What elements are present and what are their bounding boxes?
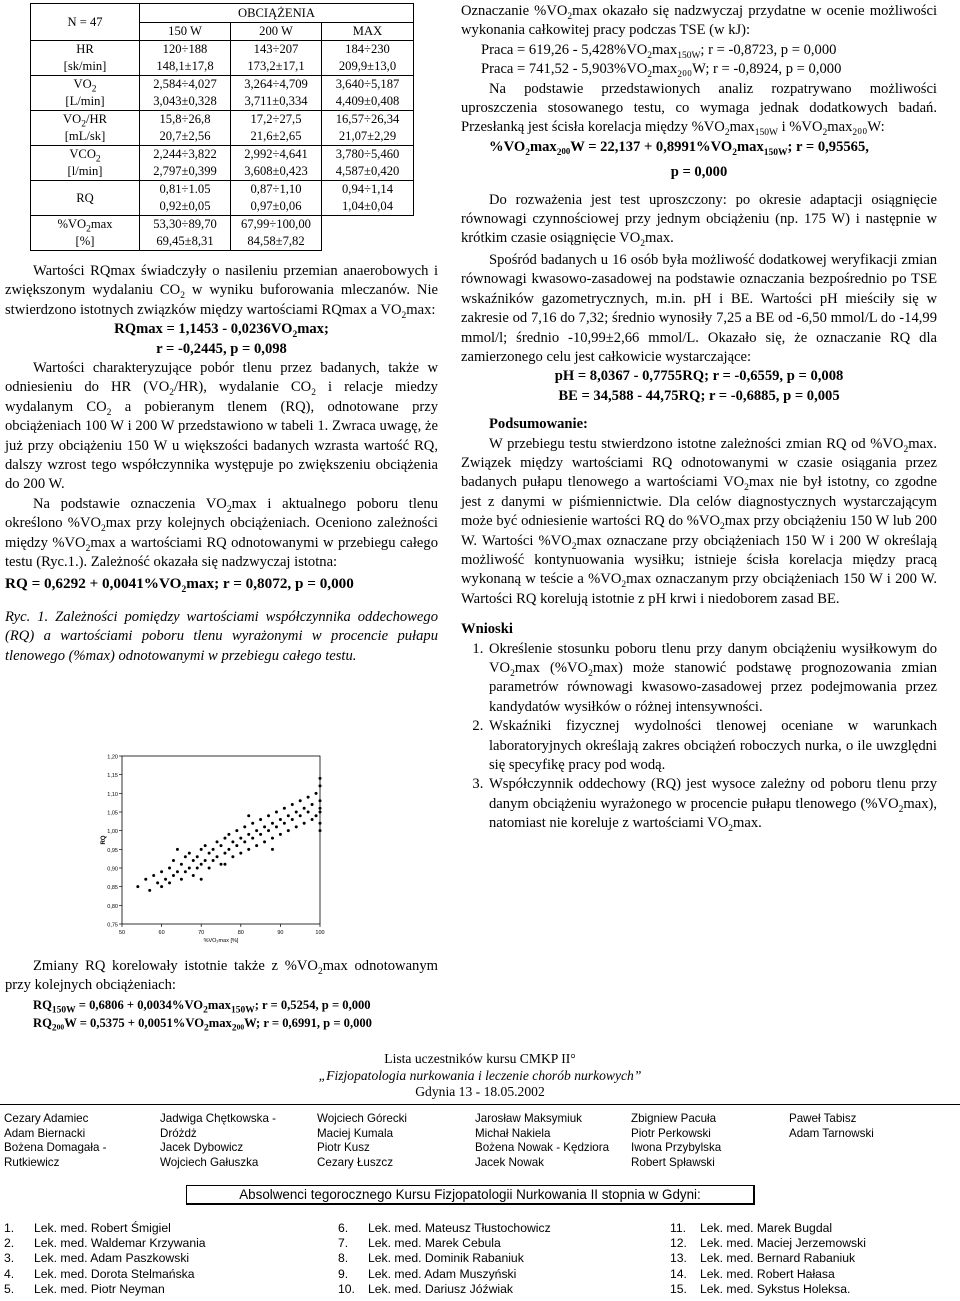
data-point [299,799,302,802]
data-point [255,844,258,847]
graduates-title: Absolwenci tegorocznego Kursu Fizjopatologii Nurkowania II stopnia w Gdyni: [186,1185,755,1205]
right-eq2: Praca = $741,52 - 5,903\%VO_2\max_2_{00}W$; r = -0,8924, p = 0,000 [481,61,842,81]
data-point [223,863,226,866]
data-point [263,840,266,843]
table-group-header: OBCIĄŻENIA [140,4,414,23]
data-point [180,878,183,881]
table-cell-mean: 4,587±0,420 [322,163,414,181]
data-point [235,844,238,847]
participant-name: Bożena Domagała - [4,1141,107,1155]
graduate-name: Lek. med. Piotr Neyman [34,1281,165,1296]
row-unit: [%] [75,234,95,248]
graduate-name: Lek. med. Waldemar Krzywania [34,1236,206,1251]
graduate-item [338,1267,551,1282]
data-point [319,807,322,810]
table-cell-range: 3,780÷5,460 [322,146,414,164]
row-name: HR [76,42,94,56]
x-axis-label: %VO₂max [%] [203,938,239,944]
participant-name: Jarosław Maksymiuk [475,1112,582,1125]
graduate-item [338,1236,551,1251]
table-cell-range: 2,584÷4,027 [140,76,231,94]
right-eq5: BE = 34,588 - 44,75RQ; r = -0,6885, p = 0,005 [558,387,840,404]
left-p2: Wartości charakteryzujące pobór tlenu przez badanych, także w odniesieniu do HR $(VO_2/HR)$, wydalanie $CO_2$ i relacje miedzy wydalanym $CO_2$ a pobieranym tlenem (RQ), odnotowane przy obciążeniach 100 W i 200 W przedstawiono w tabeli 1. Zwraca uwagę, że już przy obciążeniu 150 W u większości badanych wzrasta wartość RQ, dalszy wzrost tego współczynnika występuje po zwiększeniu obciążenia do 200 W. [5,360,439,493]
data-point [227,848,230,851]
graduate-item [338,1251,551,1266]
table-row-label [31,181,140,216]
conclusions-list [461,640,937,834]
data-point [311,803,314,806]
data-point [303,822,306,825]
table-cell-range: 16,57÷26,34 [322,111,414,129]
data-point [247,814,250,817]
data-point [152,874,155,877]
right-column [461,2,937,834]
table-cell-mean: 0,97±0,06 [231,198,322,216]
data-point [279,818,282,821]
table-cell-mean: 21,6±2,65 [231,128,322,146]
data-point [144,878,147,881]
graduates-column [4,1221,206,1297]
y-tick-label: 1,00 [107,829,118,836]
graduate-item [4,1282,206,1297]
conclusion-item: 1. Określenie stosunku poboru tlenu przy danym obciążeniu wysiłkowym do $VO_2\max$ $(\%VO_2\max)$ może stanowić podstawę prognozowania zmian parametrów równowagi kwasowo-zasadowej przez podejmowania przez kandydatów wysiłków o różnej intensywności. [487,640,937,718]
row-unit: [l/min] [67,164,103,178]
table-cell-mean: 3,608±0,423 [231,163,322,181]
participant-name: Wojciech Gałuszka [160,1155,259,1169]
right-eq3b: p = 0,000 [670,164,728,181]
right-p1: Oznaczanie $\%VO_2\max$ okazało się nadzwyczaj przydatne w ocenie możliwości wykonania całkowitej pracy podczas TSE (w kJ): [461,3,937,39]
data-point [156,881,159,884]
participant-name: Wojciech Górecki [317,1112,407,1125]
data-point [275,825,278,828]
graduate-name: Lek. med. Bernard Rabaniuk [700,1251,856,1266]
graduate-item [4,1236,206,1251]
data-point [172,874,175,877]
data-point [319,777,322,780]
x-tick-label: 80 [237,930,244,936]
row-name: $VCO_2$ [69,147,101,165]
table-cell-range: 67,99÷100,00 [231,216,322,234]
data-point [303,807,306,810]
data-point [208,867,211,870]
data-point [184,855,187,858]
data-point [216,840,219,843]
data-point [295,825,298,828]
table-cell-mean: 2,797±0,399 [140,163,231,181]
data-point [243,840,246,843]
left-column-bottom [5,957,438,1032]
participants-column [789,1112,874,1141]
conclusions-heading: Wnioski [461,621,513,638]
graduate-name: Lek. med. Dominik Rabaniuk [368,1251,524,1266]
left-eq4: $RQ_2_{00}W = 0,5375 + 0,0051\%VO_2\max_2_{00}W$; r = 0,6991, p = 0,000 [33,1015,372,1034]
graduate-number: 3. [4,1251,15,1266]
data-point [243,825,246,828]
data-point [267,829,270,832]
participant-name: Cezary Adamiec [4,1112,89,1125]
data-point [204,859,207,862]
data-point [319,784,322,787]
data-point [287,814,290,817]
data-point [263,825,266,828]
graduate-number: 6. [338,1221,349,1235]
left-eq2: RQ = $0,6292 + 0,0041\%VO_2\max$; r = 0,8072, p = 0,000 [5,574,354,595]
graduate-number: 15. [670,1281,687,1296]
graduate-number: 1. [4,1221,15,1235]
x-tick-label: 100 [315,930,325,936]
x-tick-label: 90 [277,930,284,936]
data-point [192,874,195,877]
participant-name: Dróżdż [160,1126,197,1140]
participant-name: Cezary Łuszcz [317,1155,394,1169]
table-cell-mean: 21,07±2,29 [322,128,414,146]
graduate-item [670,1282,866,1297]
table-cell-mean: 20,7±2,56 [140,128,231,146]
graduate-number: 7. [338,1236,349,1251]
table-cell-range: 143÷207 [231,41,322,59]
x-tick-label: 50 [118,930,126,936]
data-point [239,852,242,855]
figure-caption: Ryc. 1. Zależności pomiędzy wartościami współczynnika oddechowego (RQ) a wartościami poboru tlenu wyrażonymi w procencie pułapu tlenowego (%max) odnotowanymi w przebiegu całego testu. [5,608,438,664]
data-point [160,870,163,873]
table-cell-mean [322,233,414,251]
row-name: $\%VO_2\max$ [57,217,113,235]
participant-name: Jacek Dybowicz [160,1141,244,1155]
table-cell-range: 2,992÷4,641 [231,146,322,164]
data-point [319,799,322,802]
data-point [295,811,298,814]
graduate-name: Lek. med. Dorota Stelmańska [34,1266,195,1281]
participants-list [4,1112,960,1172]
graduate-item [670,1267,866,1282]
data-point [315,814,318,817]
y-tick-label: 1,15 [107,773,118,780]
table-load-header: 200 W [231,23,322,41]
table-cell-range: 184÷230 [322,41,414,59]
right-eq4: pH = 8,0367 - 0,7755RQ; r = -0,6559, p = 0,008 [554,368,844,385]
graduate-item [4,1221,206,1236]
row-unit: [L/min] [65,94,105,108]
table-cell-mean: 209,9±13,0 [322,58,414,76]
y-tick-label: 0,85 [107,885,118,892]
data-point [315,792,318,795]
left-eq1b: r = -0,2445, p = 0,098 [156,340,287,357]
summary-text: W przebiegu testu stwierdzono istotne zależności zmian RQ od $\%VO_2\max$. Związek między wartościami RQ odnotowanymi w czasie osiągania przez badanych pułapu tlenowego a wartościami $VO_2\max$ nie był istotny, co zgodne jest z danymi w piśmiennictwie. Dla celów diagnostycznych wystarczającym może być odniesienie wartości RQ do $\%VO_2\max$ przy obciążeniu 150 W lub 200 W. Wartości $\%VO_2\max$ oznaczane przy obciążeniach 150 W i 200 W określają możliwość kontynuowania wysiłku; istnieje ścisła korelacja między pracą wykonaną w teście a $\%VO_2\max$ oznaczanym przy obciążeniach 150 W i 200 W. Wartości RQ korelują istotnie z pH krwi i niedoborem zasad BE. [461,435,938,607]
graduate-item [670,1236,866,1251]
data-point [251,822,254,825]
participant-name: Piotr Kusz [317,1141,370,1155]
participant-name: Robert Spławski [631,1155,715,1169]
data-point [235,829,238,832]
data-point [231,840,234,843]
data-point [176,870,179,873]
y-tick-label: 0,95 [107,847,118,854]
participant-name: Jacek Nowak [475,1155,544,1169]
data-point [311,818,314,821]
table-row-label [31,146,140,181]
plot-frame [122,756,320,924]
graduate-name: Lek. med. Marek Cebula [368,1236,501,1251]
data-point [196,867,199,870]
data-point [188,867,191,870]
data-point [247,848,250,851]
table-cell-mean: 173,2±17,1 [231,58,322,76]
data-point [160,885,163,888]
graduate-item [338,1221,551,1236]
table-load-header: 150 W [140,23,231,41]
participant-name: Rutkiewicz [4,1155,60,1169]
y-tick-label: 0,80 [107,903,118,910]
data-point [204,844,207,847]
data-point [196,855,199,858]
data-point [184,870,187,873]
participants-header [0,1051,960,1101]
table-cell-mean: 84,58±7,82 [231,233,322,251]
graduate-name: Lek. med. Adam Paszkowski [34,1251,190,1266]
table-cell-range: 3,264÷4,709 [231,76,322,94]
data-point [239,837,242,840]
left-eq3: $RQ_{150W} = 0,6806 + 0,0034\%VO_2\max_{150W}$; r = 0,5254, p = 0,000 [33,997,371,1016]
graduate-item [670,1221,866,1236]
left-p3: Na podstawie oznaczenia $VO_2\max$ i aktualnego poboru tlenu określono $\%VO_2\max$ przy kolejnych obciążeniach. Oceniono zależności między $\%VO_2\max$ a wartościami RQ odnotowanymi w przebiegu całego testu (Ryc.1.). Zależność okazała się nadzwyczaj istotna: [5,495,438,571]
right-eq3: $\%VO_2\max_2_{00}W = 22,137 + 0,8991\%VO_2\max_{150W}$; r = 0,95565, [489,138,869,158]
graduate-number: 11. [670,1221,687,1235]
data-point [299,814,302,817]
table-cell-range: 15,8÷26,8 [140,111,231,129]
data-point [180,863,183,866]
data-point [208,852,211,855]
table-row-label [31,76,140,111]
data-point [319,829,322,832]
data-point [192,859,195,862]
data-point [307,796,310,799]
participants-place: Gdynia 13 - 18.05.2002 [415,1084,545,1099]
graduate-number: 2. [4,1236,15,1251]
row-name: RQ [76,190,94,205]
table-cell-range: 3,640÷5,187 [322,76,414,94]
participants-column [160,1112,276,1170]
graduate-number: 10. [338,1281,355,1296]
graduate-name: Lek. med. Maciej Jerzemowski [700,1236,866,1251]
left-p4: Zmiany RQ korelowały istotnie także z $\%VO_2\max$ odnotowanym przy kolejnych obciążeniach: [5,958,439,994]
right-p2: Na podstawie przedstawionych analiz rozpatrywano możliwości uproszczenia stosowanego testu, co wymaga jednak dodatkowych badań. Przesłanką jest ścisła korelacja między $\%VO_2\max_{150W}$ i $\%VO_2\max_2_{00}W$: [461,80,937,139]
y-tick-label: 1,20 [107,754,118,761]
table-cell-range: 53,30÷89,70 [140,216,231,234]
data-point [271,822,274,825]
left-column [5,262,438,666]
data-point [176,848,179,851]
data-point [271,837,274,840]
participant-name: Michał Nakiela [475,1126,551,1140]
data-point [200,848,203,851]
table-cell-range: 0,94÷1,14 [322,181,414,199]
table-cell-mean: 148,1±17,8 [140,58,231,76]
graduates-column [670,1221,866,1297]
table-row-label [31,41,140,76]
table-cell-mean: 4,409±0,408 [322,93,414,111]
y-tick-label: 1,05 [107,810,118,817]
graduate-number: 9. [338,1266,349,1281]
graduate-name: Lek. med. Sykstus Holeksa. [700,1281,851,1296]
participants-column [317,1112,407,1170]
data-point [231,855,234,858]
data-point [220,863,223,866]
table-1 [30,3,414,251]
data-point [148,889,151,892]
data-point [283,822,286,825]
table-cell-mean: 3,043±0,328 [140,93,231,111]
data-point [223,837,226,840]
participant-name: Jadwiga Chętkowska - [160,1112,276,1125]
participants-title: Lista uczestników kursu CMKP II° [384,1051,576,1066]
summary-heading: Podsumowanie: [489,416,588,433]
row-unit: [mL/sk] [64,129,106,143]
data-point [172,859,175,862]
data-point [216,855,219,858]
data-point [259,818,262,821]
graduate-item [338,1282,551,1297]
table-cell-mean: 69,45±8,31 [140,233,231,251]
scatter-plot [98,748,328,948]
table-cell-mean: 0,92±0,05 [140,198,231,216]
data-point [200,878,203,881]
right-eq1: Praca = $619,26 - 5,428\%VO_2\max_{150W}$; r = -0,8723, p = 0,000 [481,41,837,61]
participants-column [475,1112,609,1170]
y-axis-label: RQ [101,835,107,845]
table-corner: N = 47 [31,4,140,41]
graduate-name: Lek. med. Dariusz Jóźwiak [368,1281,513,1296]
y-tick-label: 0,75 [107,922,118,929]
table-cell-range: 0,81÷1.05 [140,181,231,199]
data-point [291,818,294,821]
participant-name: Piotr Perkowski [631,1126,711,1140]
right-p4: Spośród badanych u 16 osób była możliwość dodatkowej weryfikacji zmian równowagi kwasowo-zasadowej na podstawie oznaczania bezpośrednio po TSE wskaźników gazometrycznych, m.in. pH i BE. Wartości pH mieściły się w zakresie od 7,16 do 7,32; średnio wynosiły 7,25 a BE od -6,50 mmol/L do -14,99 mmol/l; średnio -10,99±2,66 mmol/L. Okazało się, że oznaczanie RQ dla zamierzonego celu jest całkowicie wystarczające: [461,251,937,365]
graduate-number: 13. [670,1251,687,1266]
graduate-item [670,1251,866,1266]
graduate-name: Lek. med. Robert Śmigiel [34,1221,171,1235]
data-point [220,844,223,847]
table-cell-range [322,216,414,234]
divider [0,1104,960,1107]
graduate-name: Lek. med. Adam Muszyński [368,1266,517,1281]
row-unit: [sk/min] [63,59,107,73]
participant-name: Paweł Tabisz [789,1112,857,1125]
left-eq1a: $RQmax = 1,1453 - 0,0236VO_2\max$; [114,321,329,341]
data-point [319,822,322,825]
participants-column [4,1112,106,1170]
table-row-label [31,216,140,251]
data-point [200,863,203,866]
data-point [283,807,286,810]
data-point [168,867,171,870]
left-p1: Wartości RQmax świadczyły o nasileniu przemian anaerobowych i zwiększonym wydalaniu $CO_2$ w wyniku buforowania mleczanów. Nie stwierdzono istotnych związków między wartościami RQmax a $VO_2\max$: [5,263,438,321]
data-point [136,885,139,888]
right-p3: Do rozważenia jest test uproszczony: po okresie adaptacji osiągnięcie równowagi czynnościowej przy jednym obciążeniu (np. 175 W) i następnie w krótkim czasie osiągnięcie $VO_2\max$. [461,191,937,250]
y-tick-label: 1,10 [107,791,118,798]
data-point [307,811,310,814]
table-cell-range: 2,244÷3,822 [140,146,231,164]
participant-name: Maciej Kumala [317,1126,394,1140]
data-point [212,848,215,851]
table-row-label [31,111,140,146]
data-point [188,852,191,855]
data-point [319,811,322,814]
row-name: $VO_2/HR$ [63,112,107,130]
participants-column [631,1112,721,1170]
data-point [168,881,171,884]
graduate-number: 4. [4,1266,15,1281]
conclusion-item: 3. Współczynnik oddechowy (RQ) jest wysoce zależny od poboru tlenu przy danym obciążeniu wyrażonego w procencie pułapu tlenowego $(\%VO_2\max)$, natomiast nie koreluje z wartościami $VO_2\max$. [487,775,937,833]
table-cell-mean: 1,04±0,04 [322,198,414,216]
data-point [247,833,250,836]
data-point [259,833,262,836]
participant-name: Zbigniew Pacuła [631,1112,717,1125]
graduate-number: 14. [670,1266,687,1281]
table-load-header: MAX [322,23,414,41]
table-cell-range: 0,87÷1,10 [231,181,322,199]
table-cell-range: 120÷188 [140,41,231,59]
data-point [275,811,278,814]
participant-name: Iwona Przybylska [631,1141,722,1155]
participant-name: Bożena Nowak - Kędziora [475,1141,610,1155]
participant-name: Adam Biernacki [4,1126,86,1140]
data-point [227,833,230,836]
data-point [291,803,294,806]
data-point [164,878,167,881]
table-cell-range: 17,2÷27,5 [231,111,322,129]
data-point [287,829,290,832]
graduate-number: 5. [4,1281,15,1296]
figure-1-chart [98,748,328,948]
x-tick-label: 70 [198,930,205,936]
graduates-list [4,1221,960,1299]
data-point [267,814,270,817]
participants-subtitle: „Fizjopatologia nurkowania i leczenie chorób nurkowych” [318,1067,642,1083]
data-point [223,852,226,855]
graduate-item [4,1267,206,1282]
data-point [255,829,258,832]
graduate-name: Lek. med. Mateusz Tłustochowicz [368,1221,551,1235]
x-tick-label: 60 [158,930,165,936]
graduates-column [338,1221,551,1297]
data-point [279,833,282,836]
row-name: $VO_2$ [73,77,97,95]
graduate-name: Lek. med. Marek Bugdal [700,1221,833,1235]
graduate-number: 12. [670,1236,687,1251]
data-point [212,859,215,862]
data-point [251,837,254,840]
participant-name: Adam Tarnowski [789,1126,874,1140]
y-tick-label: 0,90 [107,866,118,873]
conclusion-item: 2. Wskaźniki fizycznej wydolności tlenowej oceniane w warunkach laboratoryjnych określają zakres obciążeń roboczych nurka, o ile uwzględni się specyfikę pracy pod wodą. [487,717,937,775]
table-cell-mean: 3,711±0,334 [231,93,322,111]
graduate-item [4,1251,206,1266]
graduate-number: 8. [338,1251,349,1266]
graduate-name: Lek. med. Robert Hałasa [700,1266,835,1281]
data-point [271,848,274,851]
